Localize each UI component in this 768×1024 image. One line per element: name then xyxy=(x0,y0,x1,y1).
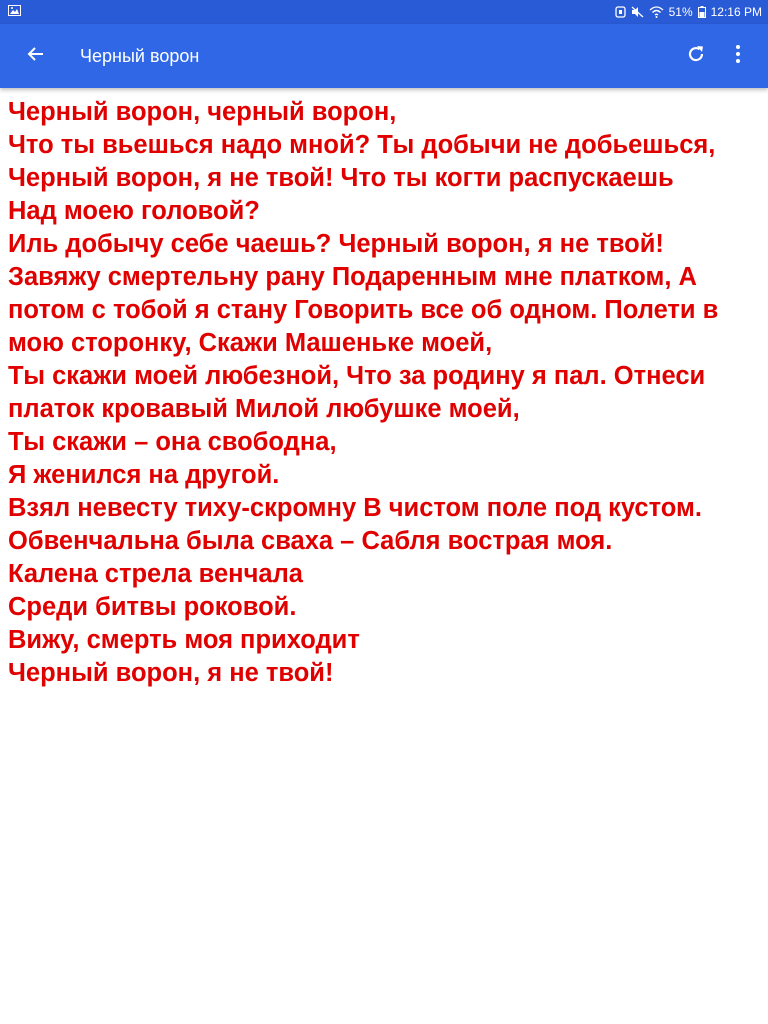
lyrics-line: Вижу, смерть моя приходит xyxy=(8,626,360,654)
lyrics-line: Что ты вьешься надо мной? Ты добычи не добьешься, xyxy=(8,131,716,159)
lyrics-line: Завяжу смертельну рану Подаренным мне платком, А xyxy=(8,263,697,291)
lyrics-line: Калена стрела венчала xyxy=(8,560,303,588)
lyrics-line: Над моею головой? xyxy=(8,197,260,225)
status-right xyxy=(615,5,762,19)
song-lyrics xyxy=(8,96,760,690)
clock: 12:16 PM xyxy=(710,5,762,19)
back-button[interactable] xyxy=(16,36,56,76)
more-options-button[interactable] xyxy=(718,36,758,76)
battery-icon xyxy=(698,6,706,18)
lyrics-line: платок кровавый Милой любушке моей, xyxy=(8,395,520,423)
image-icon xyxy=(8,5,21,19)
lyrics-line: Я женился на другой. xyxy=(8,461,280,489)
lyrics-line: Черный ворон, черный ворон, xyxy=(8,98,397,126)
alarm-icon xyxy=(615,6,626,18)
back-arrow-icon xyxy=(27,45,45,68)
lyrics-line: Взял невесту тиху-скромну В чистом поле под кустом. xyxy=(8,494,702,522)
lyrics-line: Черный ворон, я не твой! xyxy=(8,659,334,687)
lyrics-line: Среди битвы роковой. xyxy=(8,593,297,621)
lyrics-line: потом с тобой я стану Говорить все об одном. Полети в xyxy=(8,296,719,324)
lyrics-line: Иль добычу себе чаешь? Черный ворон, я не твой! xyxy=(8,230,664,258)
refresh-icon xyxy=(686,44,706,69)
page-title: Черный ворон xyxy=(80,45,200,66)
wifi-icon xyxy=(649,6,664,18)
lyrics-line: Черный ворон, я не твой! Что ты когти распускаешь xyxy=(8,164,674,192)
status-bar xyxy=(0,0,768,24)
app-bar xyxy=(0,24,768,88)
refresh-button[interactable] xyxy=(676,36,716,76)
lyrics-line: мою сторонку, Скажи Машеньке моей, xyxy=(8,329,493,357)
lyrics-line: Ты скажи – она свободна, xyxy=(8,428,337,456)
lyrics-line: Обвенчальна была сваха – Сабля вострая моя. xyxy=(8,527,613,555)
lyrics-line: Ты скажи моей любезной, Что за родину я пал. Отнеси xyxy=(8,362,706,390)
battery-text: 51% xyxy=(668,5,693,19)
status-left xyxy=(8,5,21,19)
more-vert-icon xyxy=(735,44,741,69)
mute-icon xyxy=(631,6,644,18)
